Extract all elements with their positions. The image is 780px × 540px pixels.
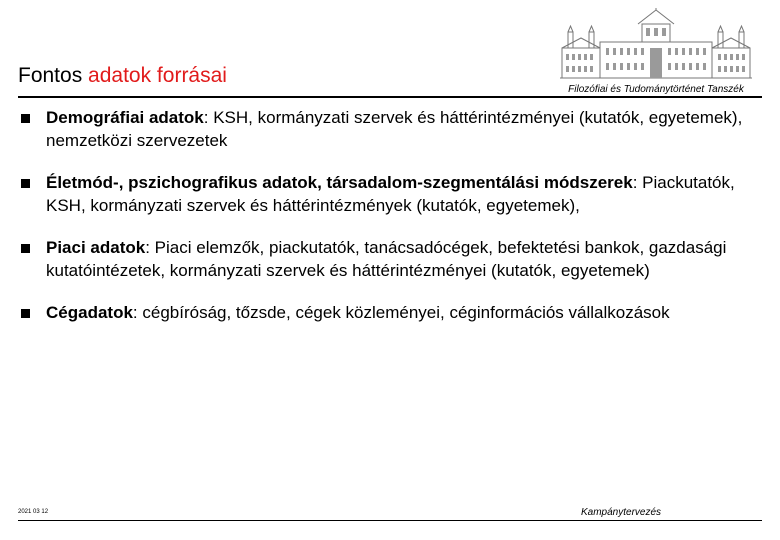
bullet-text: : KSH, kormányzati szervek és háttérintézményei (kutatók, egyetemek), nemzetközi szervezetek: [46, 108, 743, 150]
square-bullet-icon: [21, 179, 30, 188]
square-bullet-icon: [21, 244, 30, 253]
bullet-text: : Piaci elemzők, piackutatók, tanácsadócégek, befektetési bankok, gazdasági kutatóintézetek, kormányzati szervek és háttérintézményei (kutatók, egyetemek): [46, 238, 727, 280]
footer-divider: [18, 520, 762, 521]
bullet-item-company: [20, 301, 760, 324]
bullet-list: [20, 106, 760, 324]
bullet-heading: Demográfiai adatok: [46, 108, 204, 127]
slide-title-prefix: Fontos: [18, 64, 89, 87]
bullet-heading: Cégadatok: [46, 303, 133, 322]
footer-date: 2021 03 12: [18, 509, 49, 515]
bullet-item-demographic: [20, 106, 760, 152]
logo-caption: Filozófiai és Tudománytörténet Tanszék: [568, 84, 744, 95]
title-divider: [18, 96, 762, 98]
square-bullet-icon: [21, 309, 30, 318]
bullet-heading: Piaci adatok: [46, 238, 146, 257]
footer-title: Kampánytervezés: [581, 507, 662, 518]
bullet-item-lifestyle: [20, 171, 760, 217]
slide-title: [18, 62, 227, 90]
bullet-heading: Életmód-, pszichografikus adatok, társadalom-szegmentálási módszerek: [46, 173, 633, 192]
bullet-text: : Piackutatók, KSH, kormányzati szervek és háttérintézmények (kutatók, egyetemek),: [46, 173, 735, 215]
bullet-item-market: [20, 236, 760, 282]
university-building-icon: [556, 8, 756, 82]
slide-title-accent: adatok forrásai: [88, 64, 227, 87]
square-bullet-icon: [21, 114, 30, 123]
bullet-text: : cégbíróság, tőzsde, cégek közleményei, céginformációs vállalkozások: [132, 303, 670, 322]
department-logo: [556, 8, 756, 96]
